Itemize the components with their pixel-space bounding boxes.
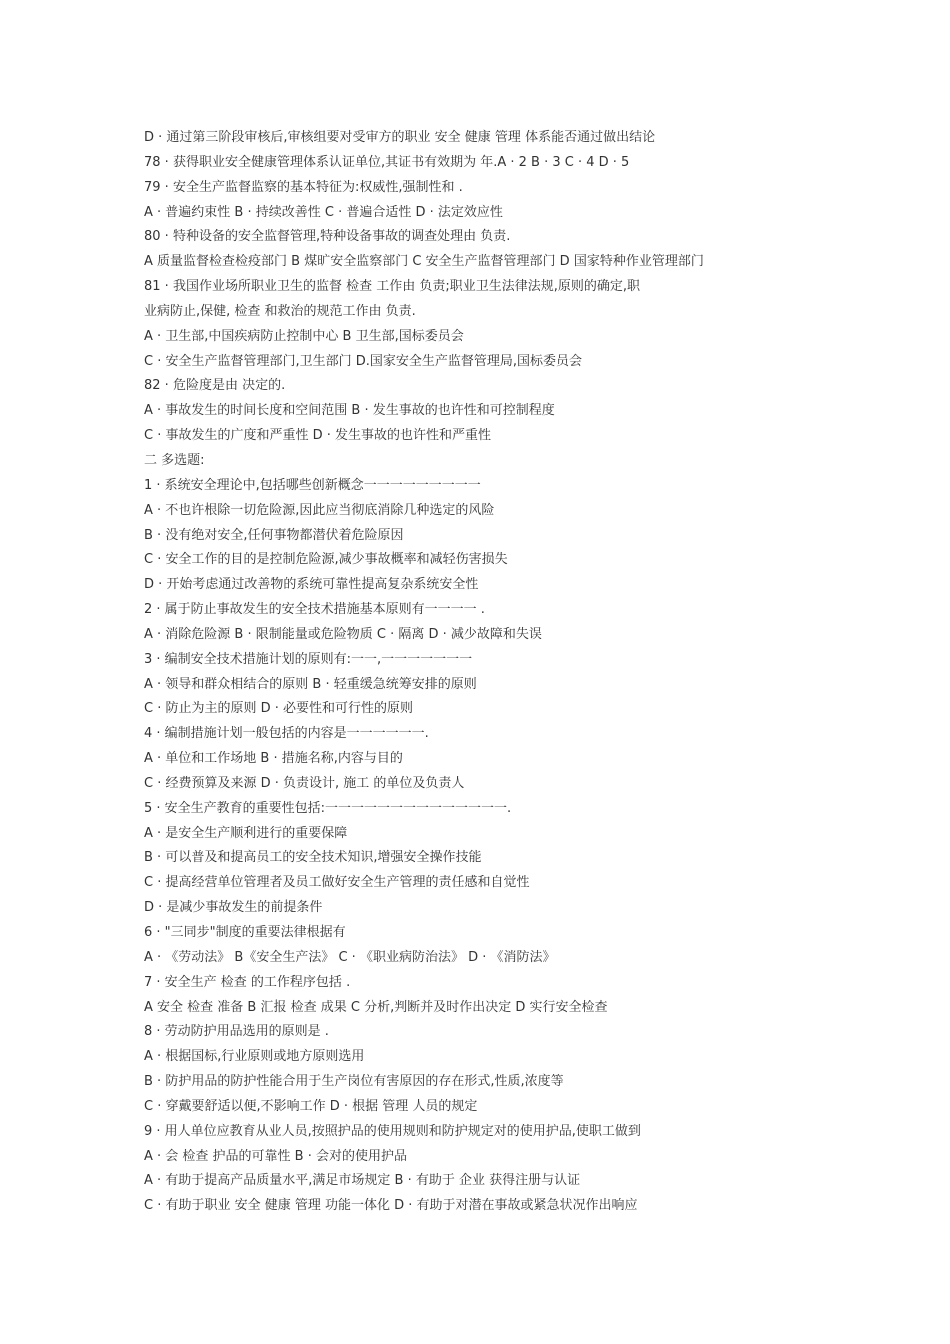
text-line: C · 事故发生的广度和严重性 D · 发生事故的也许性和严重性 [144, 428, 492, 444]
text-line: C · 安全工作的目的是控制危险源,减少事故概率和减轻伤害损失 [144, 552, 508, 568]
text-line: B · 可以普及和提高员工的安全技术知识,增强安全操作技能 [144, 850, 482, 866]
text-line: A · 事故发生的时间长度和空间范围 B · 发生事故的也许性和可控制程度 [144, 403, 555, 419]
text-line: C · 提高经营单位管理者及员工做好安全生产管理的责任感和自觉性 [144, 875, 530, 891]
text-line: A · 根据国标,行业原则或地方原则选用 [144, 1049, 365, 1065]
text-line: 9 · 用人单位应教育从业人员,按照护品的使用规则和防护规定对的使用护品,使职工做到 [144, 1123, 641, 1139]
text-line: C · 安全生产监督管理部门,卫生部门 D.国家安全生产监督管理局,国标委员会 [144, 353, 583, 369]
text-line: D · 是减少事故发生的前提条件 [144, 900, 323, 916]
text-line: 业病防止,保健, 检查 和救治的规范工作由 负责. [144, 303, 416, 319]
document-body [144, 126, 924, 1219]
text-line: 4 · 编制措施计划一般包括的内容是一一一一一一. [144, 726, 429, 742]
text-line: A · 会 检查 护品的可靠性 B · 会对的使用护品 [144, 1148, 408, 1164]
text-line: A 安全 检查 准备 B 汇报 检查 成果 C 分析,判断并及时作出决定 D 实行安全检查 [144, 999, 608, 1015]
text-line: B · 没有绝对安全,任何事物都潜伏着危险原因 [144, 527, 404, 543]
text-line: A · 有助于提高产品质量水平,满足市场规定 B · 有助于 企业 获得注册与认证 [144, 1173, 581, 1189]
text-line: 3 · 编制安全技术措施计划的原则有:一一,一一一一一一一 [144, 651, 473, 667]
text-line: D · 通过第三阶段审核后,审核组要对受审方的职业 安全 健康 管理 体系能否通过做出结论 [144, 130, 656, 145]
text-line: 2 · 属于防止事故发生的安全技术措施基本原则有一一一一 . [144, 602, 485, 618]
text-line: A · 普遍约束性 B · 持续改善性 C · 普遍合适性 D · 法定效应性 [144, 204, 503, 220]
text-line: 7 · 安全生产 检查 的工作程序包括 . [144, 974, 351, 990]
text-line: 78 · 获得职业安全健康管理体系认证单位,其证书有效期为 年.A · 2 B · 3 C · 4 D · 5 [144, 154, 630, 170]
text-line: B · 防护用品的防护性能合用于生产岗位有害原因的存在形式,性质,浓度等 [144, 1074, 564, 1090]
text-line: 81 · 我国作业场所职业卫生的监督 检查 工作由 负责;职业卫生法律法规,原则的确定,职 [144, 279, 640, 295]
text-line: C · 经费预算及来源 D · 负责设计, 施工 的单位及负责人 [144, 775, 465, 791]
text-line: A 质量监督检查检疫部门 B 煤旷安全监察部门 C 安全生产监督管理部门 D 国家特种作业管理部门 [144, 254, 704, 270]
text-line: 二 多选题: [144, 452, 205, 468]
text-line: A · 《劳动法》 B《安全生产法》 C · 《职业病防治法》 D · 《消防法》 [144, 949, 556, 965]
text-line: 82 · 危险度是由 决定的. [144, 378, 286, 394]
text-line: 80 · 特种设备的安全监督管理,特种设备事故的调查处理由 负责. [144, 229, 511, 245]
text-line: A · 领导和群众相结合的原则 B · 轻重缓急统筹安排的原则 [144, 676, 477, 692]
text-line: 1 · 系统安全理论中,包括哪些创新概念一一一一一一一一一 [144, 477, 481, 493]
text-line: 6 · "三同步"制度的重要法律根据有 [144, 925, 346, 940]
text-line: D · 开始考虑通过改善物的系统可靠性提高复杂系统安全性 [144, 577, 479, 593]
text-line: 8 · 劳动防护用品选用的原则是 . [144, 1024, 329, 1040]
text-line: C · 防止为主的原则 D · 必要性和可行性的原则 [144, 701, 414, 717]
text-line: A · 单位和工作场地 B · 措施名称,内容与目的 [144, 751, 403, 767]
text-line: A · 卫生部,中国疾病防止控制中心 B 卫生部,国标委员会 [144, 328, 464, 344]
text-line: 79 · 安全生产监督监察的基本特征为:权威性,强制性和 . [144, 179, 463, 195]
text-line: C · 穿戴要舒适以便,不影响工作 D · 根据 管理 人员的规定 [144, 1098, 478, 1114]
text-line: A · 是安全生产顺利进行的重要保障 [144, 825, 348, 841]
text-line: C · 有助于职业 安全 健康 管理 功能一体化 D · 有助于对潜在事故或紧急状况作出响应 [144, 1198, 638, 1214]
text-line: 5 · 安全生产教育的重要性包括:一一一一一一一一一一一一一一. [144, 800, 512, 816]
text-line: A · 消除危险源 B · 限制能量或危险物质 C · 隔离 D · 减少故障和失误 [144, 626, 542, 642]
text-line: A · 不也许根除一切危险源,因此应当彻底消除几种选定的风险 [144, 502, 495, 518]
